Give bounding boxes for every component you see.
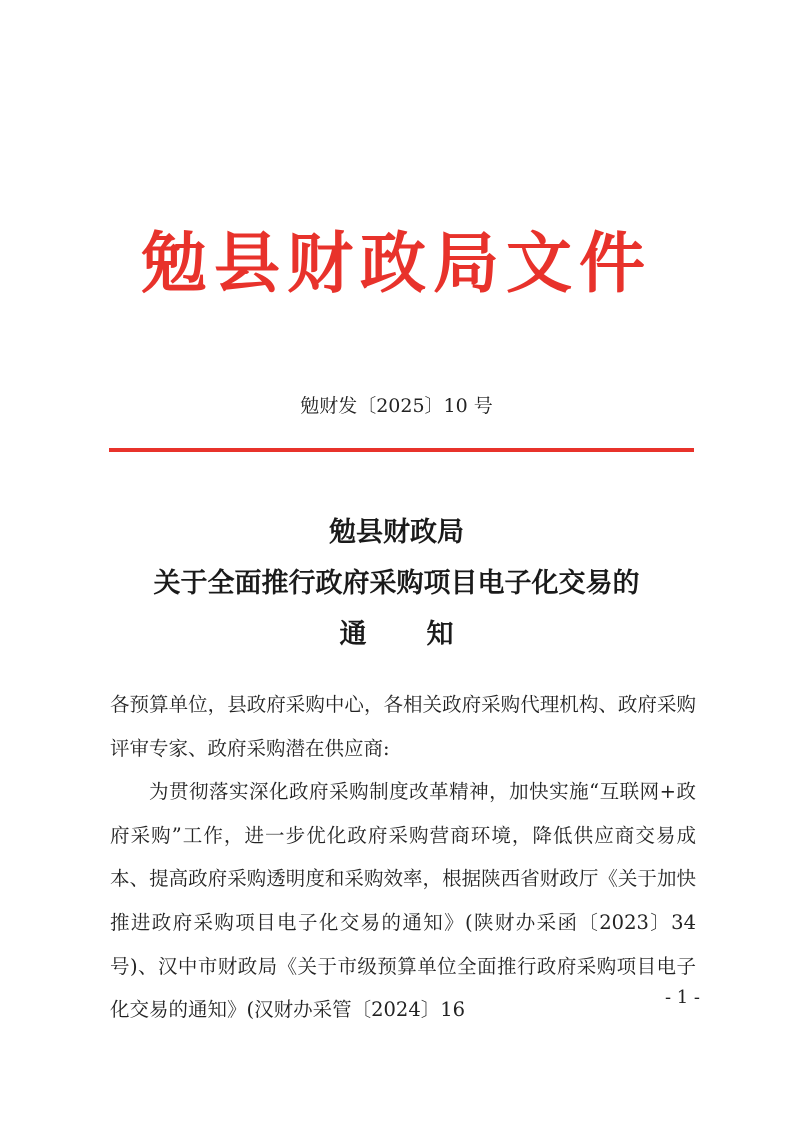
title-line-subject: 关于全面推行政府采购项目电子化交易的 [153, 568, 640, 599]
page-number: - 1 - [664, 987, 700, 1008]
title-line-issuer: 勉县财政局 [329, 517, 464, 548]
title-notice-char-1: 通 [339, 619, 367, 650]
masthead-title: 勉县财政局文件 [141, 224, 652, 302]
title-line-notice [0, 609, 793, 660]
body-paragraph-1: 为贯彻落实深化政府采购制度改革精神，加快实施“互联网+政府采购”工作，进一步优化政府采购营商环境，降低供应商交易成本、提高政府采购透明度和采购效率，根据陕西省财政厅《关于加快推进政府采购项目电子化交易的通知》(陕财办采函〔2023〕34 号)、汉中市财政局《关于市级预算单位全面推行政府采购项目电子化交易的通知》(汉财办采管〔2024〕16 [110, 780, 696, 1022]
title-notice-char-2: 知 [426, 619, 454, 650]
salutation-paragraph: 各预算单位，县政府采购中心，各相关政府采购代理机构、政府采购评审专家、政府采购潜在供应商: [110, 693, 696, 760]
document-number: 勉财发〔2025〕10 号 [300, 395, 493, 417]
notice-body [110, 683, 696, 1032]
notice-title [0, 507, 793, 660]
red-divider-line [109, 448, 694, 452]
